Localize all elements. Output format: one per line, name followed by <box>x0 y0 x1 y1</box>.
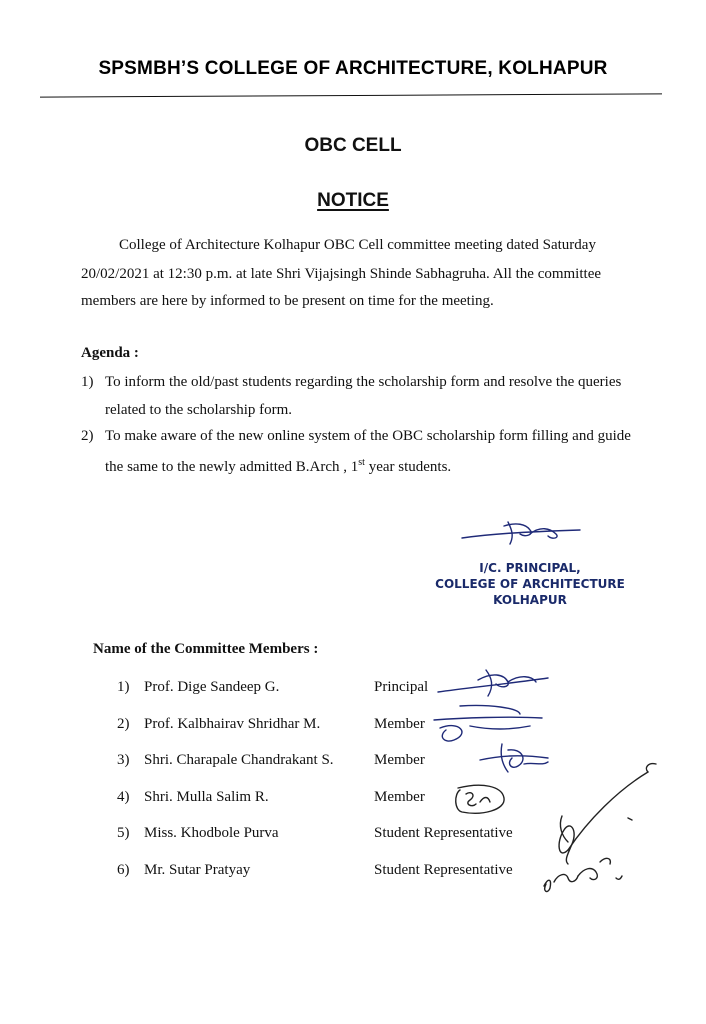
member-name: Miss. Khodbole Purva <box>144 825 279 841</box>
agenda-heading: Agenda : <box>81 345 139 361</box>
principal-signature-drawing <box>460 512 590 552</box>
member-role: Student Representative <box>374 862 513 878</box>
member-name: Shri. Charapale Chandrakant S. <box>144 752 334 768</box>
header-divider <box>40 93 662 97</box>
member-role: Member <box>374 716 425 732</box>
member-name: Prof. Kalbhairav Shridhar M. <box>144 716 321 732</box>
agenda-item-2-line-2-post: year students. <box>364 459 452 475</box>
body-line-2: 20/02/2021 at 12:30 p.m. at late Shri Vijajsingh Shinde Sabhagruha. All the committee <box>81 266 602 282</box>
member-1-signature-drawing <box>436 664 556 704</box>
member-role: Principal <box>374 679 429 695</box>
member-name: Mr. Sutar Pratyay <box>144 862 251 878</box>
agenda-item-1-line-1: To inform the old/past students regarding the scholarship form and resolve the queries <box>105 374 622 390</box>
agenda-item-2-superscript: st <box>358 457 365 468</box>
member-number: 1) <box>117 679 130 695</box>
committee-member-row <box>0 716 706 740</box>
agenda-item-2-line-2 <box>105 457 451 476</box>
committee-member-row <box>0 679 706 703</box>
agenda-item-2-number: 2) <box>81 428 94 444</box>
agenda-item-1-line-2: related to the scholarship form. <box>105 402 293 418</box>
member-number: 4) <box>117 789 130 805</box>
member-2-signature-drawing <box>430 700 550 745</box>
signatory-stamp <box>430 560 630 608</box>
member-role: Member <box>374 789 425 805</box>
signatory-title: I/C. PRINCIPAL, <box>479 561 581 575</box>
committee-heading: Name of the Committee Members : <box>93 641 319 657</box>
member-4-signature-drawing <box>452 780 512 818</box>
member-number: 6) <box>117 862 130 878</box>
notice-title-text: NOTICE <box>317 190 389 211</box>
member-name: Prof. Dige Sandeep G. <box>144 679 280 695</box>
member-number: 3) <box>117 752 130 768</box>
signatory-institution: COLLEGE OF ARCHITECTURE <box>435 577 625 591</box>
signatory-city: KOLHAPUR <box>493 593 567 607</box>
body-line-1: College of Architecture Kolhapur OBC Cell committee meeting dated Saturday <box>119 237 596 253</box>
member-role: Student Representative <box>374 825 513 841</box>
member-number: 2) <box>117 716 130 732</box>
member-6-signature-drawing <box>540 852 630 896</box>
body-line-3: members are here by informed to be present on time for the meeting. <box>81 293 494 309</box>
agenda-item-1-number: 1) <box>81 374 94 390</box>
agenda-item-2-line-1: To make aware of the new online system of the OBC scholarship form filling and guide <box>105 428 631 444</box>
college-name: SPSMBH’S COLLEGE OF ARCHITECTURE, KOLHAPUR <box>98 58 608 79</box>
cell-title: OBC CELL <box>304 135 402 156</box>
notice-title <box>0 190 706 212</box>
member-role: Member <box>374 752 425 768</box>
agenda-item-2-line-2-pre: the same to the newly admitted B.Arch , 1 <box>105 459 359 475</box>
member-name: Shri. Mulla Salim R. <box>144 789 269 805</box>
member-number: 5) <box>117 825 130 841</box>
